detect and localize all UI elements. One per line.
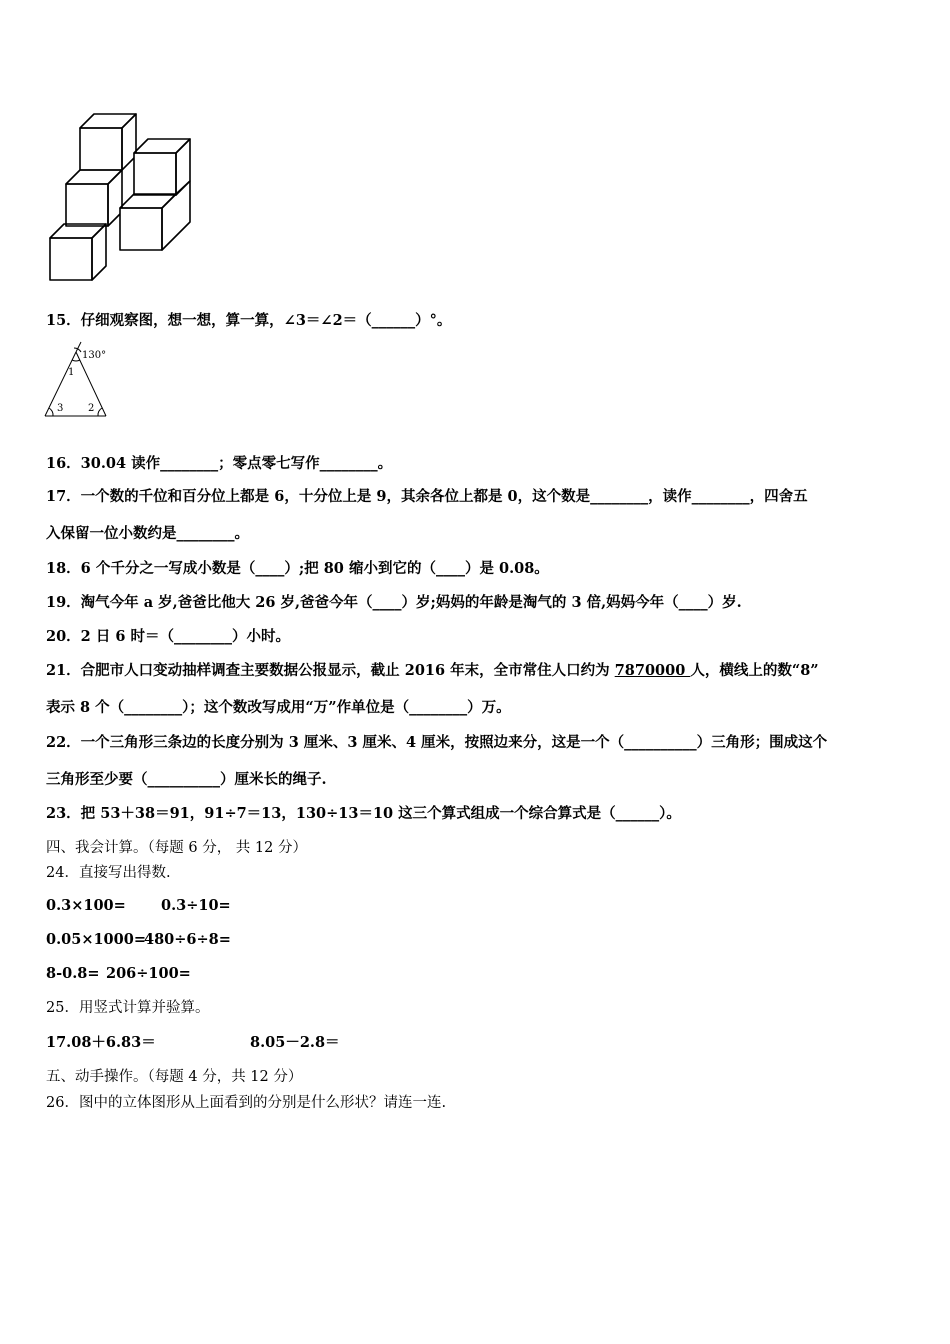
question-22-line1: 22．一个三角形三条边的长度分别为 3 厘米、3 厘米、4 厘米，按照边来分，这是一个（__________）三角形；围成这个 — [46, 734, 828, 751]
cube-stack-figure — [44, 108, 194, 286]
q21-text-pre: 21．合肥市人口变动抽样调查主要数据公报显示，截止 2016 年末，全市常住人口约为 — [46, 662, 615, 679]
section-4-heading: 四、我会计算。（每题 6 分， 共 12 分） — [46, 840, 307, 856]
q21-underlined-number: 7870000 — [614, 662, 691, 679]
q21-text-post: 人，横线上的数“8” — [690, 662, 819, 679]
calc-row-1b: 0.3÷10= — [161, 897, 231, 914]
angle-2-label: 2 — [88, 403, 95, 414]
question-16: 16．30.04 读作________；零点零七写作________。 — [46, 455, 393, 472]
question-17-line1: 17．一个数的千位和百分位上都是 6，十分位上是 9，其余各位上都是 0，这个数是________，读作________，四舍五 — [46, 488, 808, 505]
calc-row-2b: 480÷6÷8= — [144, 931, 231, 948]
question-19: 19．淘气今年 a 岁,爸爸比他大 26 岁,爸爸今年（____）岁;妈妈的年龄是淘气的 3 倍,妈妈今年（____）岁. — [46, 594, 742, 611]
question-26: 26．图中的立体图形从上面看到的分别是什么形状？请连一连. — [46, 1095, 447, 1111]
question-15: 15．仔细观察图，想一想，算一算，∠3＝∠2＝（______）°。 — [46, 312, 452, 329]
triangle-figure — [40, 340, 120, 420]
question-23: 23．把 53＋38＝91，91÷7＝13，130÷13＝10 这三个算式组成一个综合算式是（______）。 — [46, 805, 681, 822]
calc-row-4b: 8.05－2.8＝ — [250, 1034, 340, 1051]
question-18: 18．6 个千分之一写成小数是（____）;把 80 缩小到它的（____）是 0.08。 — [46, 560, 549, 577]
calc-row-3b: 206÷100= — [106, 965, 191, 982]
question-21-line2: 表示 8 个（________）；这个数改写成用“万”作单位是（________）万。 — [46, 699, 511, 716]
question-21-line1 — [46, 661, 819, 681]
question-17-line2: 入保留一位小数约是________。 — [46, 525, 249, 542]
question-24: 24．直接写出得数. — [46, 865, 171, 881]
angle-3-label: 3 — [57, 403, 64, 414]
calc-row-3a: 8-0.8= — [46, 965, 100, 982]
calc-row-4a: 17.08＋6.83＝ — [46, 1034, 156, 1051]
calc-row-2a: 0.05×1000= — [46, 931, 146, 948]
question-22-line2: 三角形至少要（__________）厘米长的绳子. — [46, 771, 327, 788]
question-20: 20．2 日 6 时＝（________）小时。 — [46, 628, 290, 645]
section-5-heading: 五、动手操作。（每题 4 分，共 12 分） — [46, 1069, 303, 1085]
calc-row-1a: 0.3×100= — [46, 897, 126, 914]
angle-130-label: 130° — [82, 350, 107, 361]
question-25: 25．用竖式计算并验算。 — [46, 1000, 210, 1016]
angle-1-label: 1 — [68, 367, 75, 378]
